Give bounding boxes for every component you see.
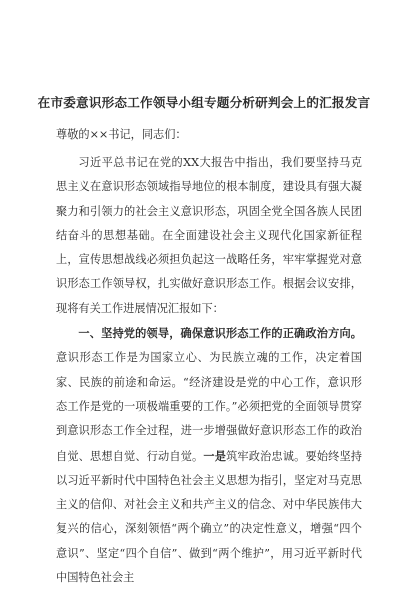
document-title: 在市委意识形态工作领导小组专题分析研判会上的汇报发言 xyxy=(37,95,371,110)
point-one-text: 筑牢政治忠诚。要始终坚持以习近平新时代中国特色社会主义思想为指引，坚定对马克思主义的信仰、对社会主义和共产主义的信念、对中华民族伟大复兴的信心，深刻领悟“两个确立”的决定性意义，增强“四个意识”、坚定“四个自信”、做到“两个维护”，用习近平新时代中国特色社会主 xyxy=(56,449,362,585)
section-1-text: 意识形态工作是为国家立心、为民族立魂的工作，决定着国家、民族的前途和命运。“经济建设是党的中心工作，意识形态工作是党的一项极端重要的工作。”必须把党的全面领导贯穿到意识形态工作全过程，进一步增强做好意识形态工作的政治自觉、思想自觉、行动自觉。 xyxy=(56,351,362,463)
intro-paragraph: 习近平总书记在党的XX大报告中指出，我们要坚持马克思主义在意识形态领域指导地位的根本制度，建设具有强大凝聚力和引领力的社会主义意识形态，巩固全党全国各族人民团结奋斗的思想基础。在全面建设社会主义现代化国家新征程上，宣传思想战线必须担负起这一战略任务，牢牢掌握党对意识形态工作领导权，扎实做好意识形态工作。根据会议安排，现将有关工作进展情况汇报如下： xyxy=(56,156,362,315)
section-1-heading: 一、坚持党的领导，确保意识形态工作的正确政治方向。 xyxy=(78,326,362,341)
salutation: 尊敬的××书记，同志们： xyxy=(56,128,187,141)
section-1-paragraph xyxy=(56,321,362,590)
point-one-label: 一是 xyxy=(203,448,227,463)
document-body xyxy=(56,151,362,590)
